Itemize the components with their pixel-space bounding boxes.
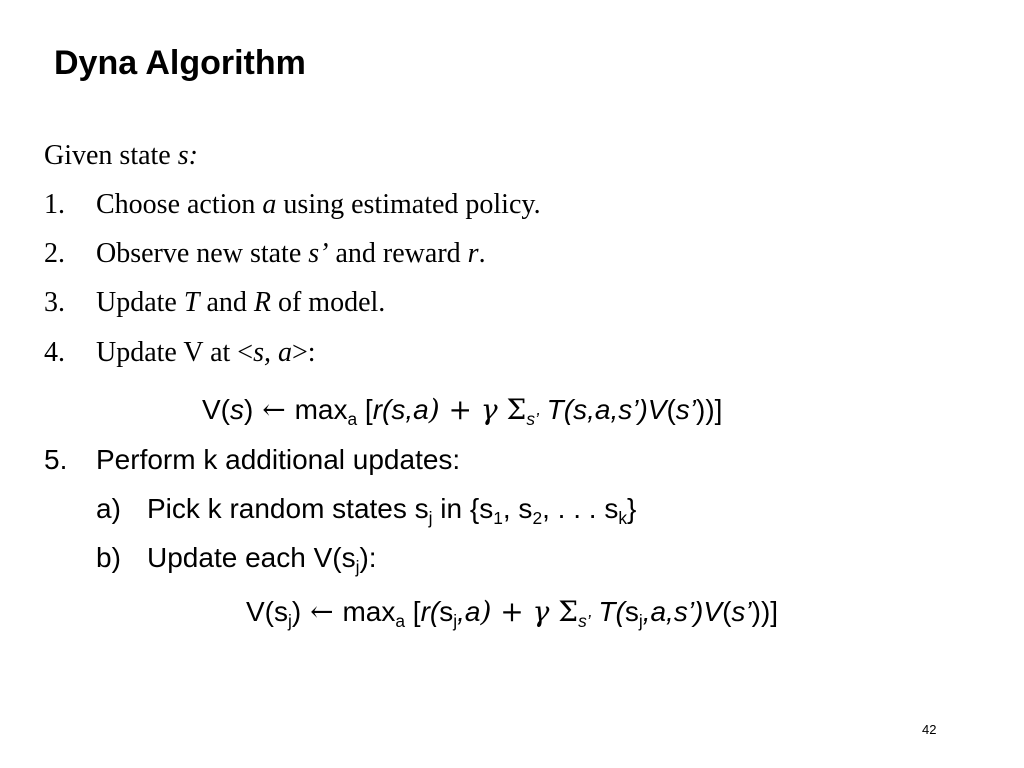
step-var: a (262, 189, 277, 220)
step-1 (44, 191, 541, 219)
eq-term: r( (420, 596, 440, 627)
step-2 (44, 240, 486, 268)
intro-line (44, 142, 198, 170)
step-number: 5. (44, 444, 68, 475)
eq-term: s (439, 596, 454, 627)
update-equation-1 (202, 393, 723, 430)
eq-subscript: j (638, 611, 643, 632)
step-text: } (627, 493, 637, 524)
left-arrow-symbol: ← (253, 393, 295, 426)
slide-title: Dyna Algorithm (54, 44, 306, 82)
eq-term: max (294, 394, 348, 425)
eq-subscript: j (453, 611, 458, 632)
eq-term: [ (405, 596, 421, 627)
sigma-symbol: Σ (558, 595, 579, 628)
eq-term: s (624, 596, 639, 627)
step-4 (44, 339, 316, 367)
eq-term: [ (357, 394, 373, 425)
step-var: T (183, 287, 200, 318)
step-5 (44, 446, 460, 474)
step-text: ): (359, 542, 377, 573)
eq-subscript: j (288, 611, 292, 632)
gamma-symbol: ) + γ (428, 393, 507, 426)
intro-text: Given state (44, 140, 178, 171)
eq-term: ))] (751, 596, 779, 627)
eq-subscript: s’ (526, 409, 539, 430)
eq-term: ) (244, 394, 254, 425)
step-text: , . . . s (542, 493, 619, 524)
eq-term: r(s,a (372, 394, 429, 425)
eq-term: ,a (457, 596, 481, 627)
left-arrow-symbol: ← (301, 595, 343, 628)
step-number: 3. (44, 287, 65, 318)
step-text: Update (96, 287, 184, 318)
eq-subscript: 1 (493, 508, 503, 529)
eq-term: V( (202, 394, 230, 425)
step-var: r (467, 238, 479, 269)
step-var: R (253, 287, 271, 318)
eq-term: ( (722, 596, 732, 627)
eq-term: max (342, 596, 396, 627)
gamma-symbol: ) + γ (480, 595, 559, 628)
eq-subscript: 2 (532, 508, 543, 529)
step-text: and reward (328, 238, 468, 269)
step-text: Perform k additional updates: (96, 444, 461, 475)
eq-subscript: j (428, 508, 433, 529)
step-text: in {s (432, 493, 494, 524)
eq-term: s’ (731, 596, 752, 627)
step-text: using estimated policy. (276, 189, 541, 220)
eq-subscript: s’ (578, 611, 591, 632)
step-text: and (199, 287, 254, 318)
step-letter: a) (96, 493, 121, 524)
step-text: Update each V(s (147, 542, 356, 573)
step-text: Choose action (96, 189, 263, 220)
step-var: s, a (253, 337, 292, 368)
eq-term: s (230, 394, 244, 425)
step-number: 2. (44, 238, 65, 269)
step-5a (96, 493, 637, 529)
step-3 (44, 289, 385, 317)
eq-subscript: j (355, 557, 360, 578)
eq-subscript: a (347, 409, 358, 430)
step-text: Observe new state (96, 238, 309, 269)
sigma-symbol: Σ (506, 393, 527, 426)
eq-term: ) (291, 596, 302, 627)
page-number: 42 (922, 722, 937, 737)
eq-term: ))] (696, 394, 723, 425)
eq-term: ,a,s’)V (642, 596, 723, 627)
update-equation-2 (246, 595, 779, 632)
step-text: Update V at < (96, 337, 254, 368)
step-5b (96, 542, 377, 578)
intro-var: s: (177, 140, 198, 171)
step-text: . (478, 238, 486, 269)
step-number: 1. (44, 189, 65, 220)
step-text: Pick k random states s (147, 493, 429, 524)
step-letter: b) (96, 542, 121, 573)
eq-term: s’ (675, 394, 697, 425)
step-number: 4. (44, 337, 65, 368)
step-text: >: (291, 337, 316, 368)
step-text: of model. (270, 287, 386, 318)
eq-term: ( (666, 394, 676, 425)
eq-subscript: a (395, 611, 406, 632)
eq-term: T(s,a,s’)V (538, 394, 667, 425)
eq-term: V(s (246, 596, 288, 627)
step-text: , s (502, 493, 533, 524)
eq-term: T( (590, 596, 625, 627)
eq-subscript: k (618, 508, 628, 529)
step-var: s’ (308, 238, 329, 269)
